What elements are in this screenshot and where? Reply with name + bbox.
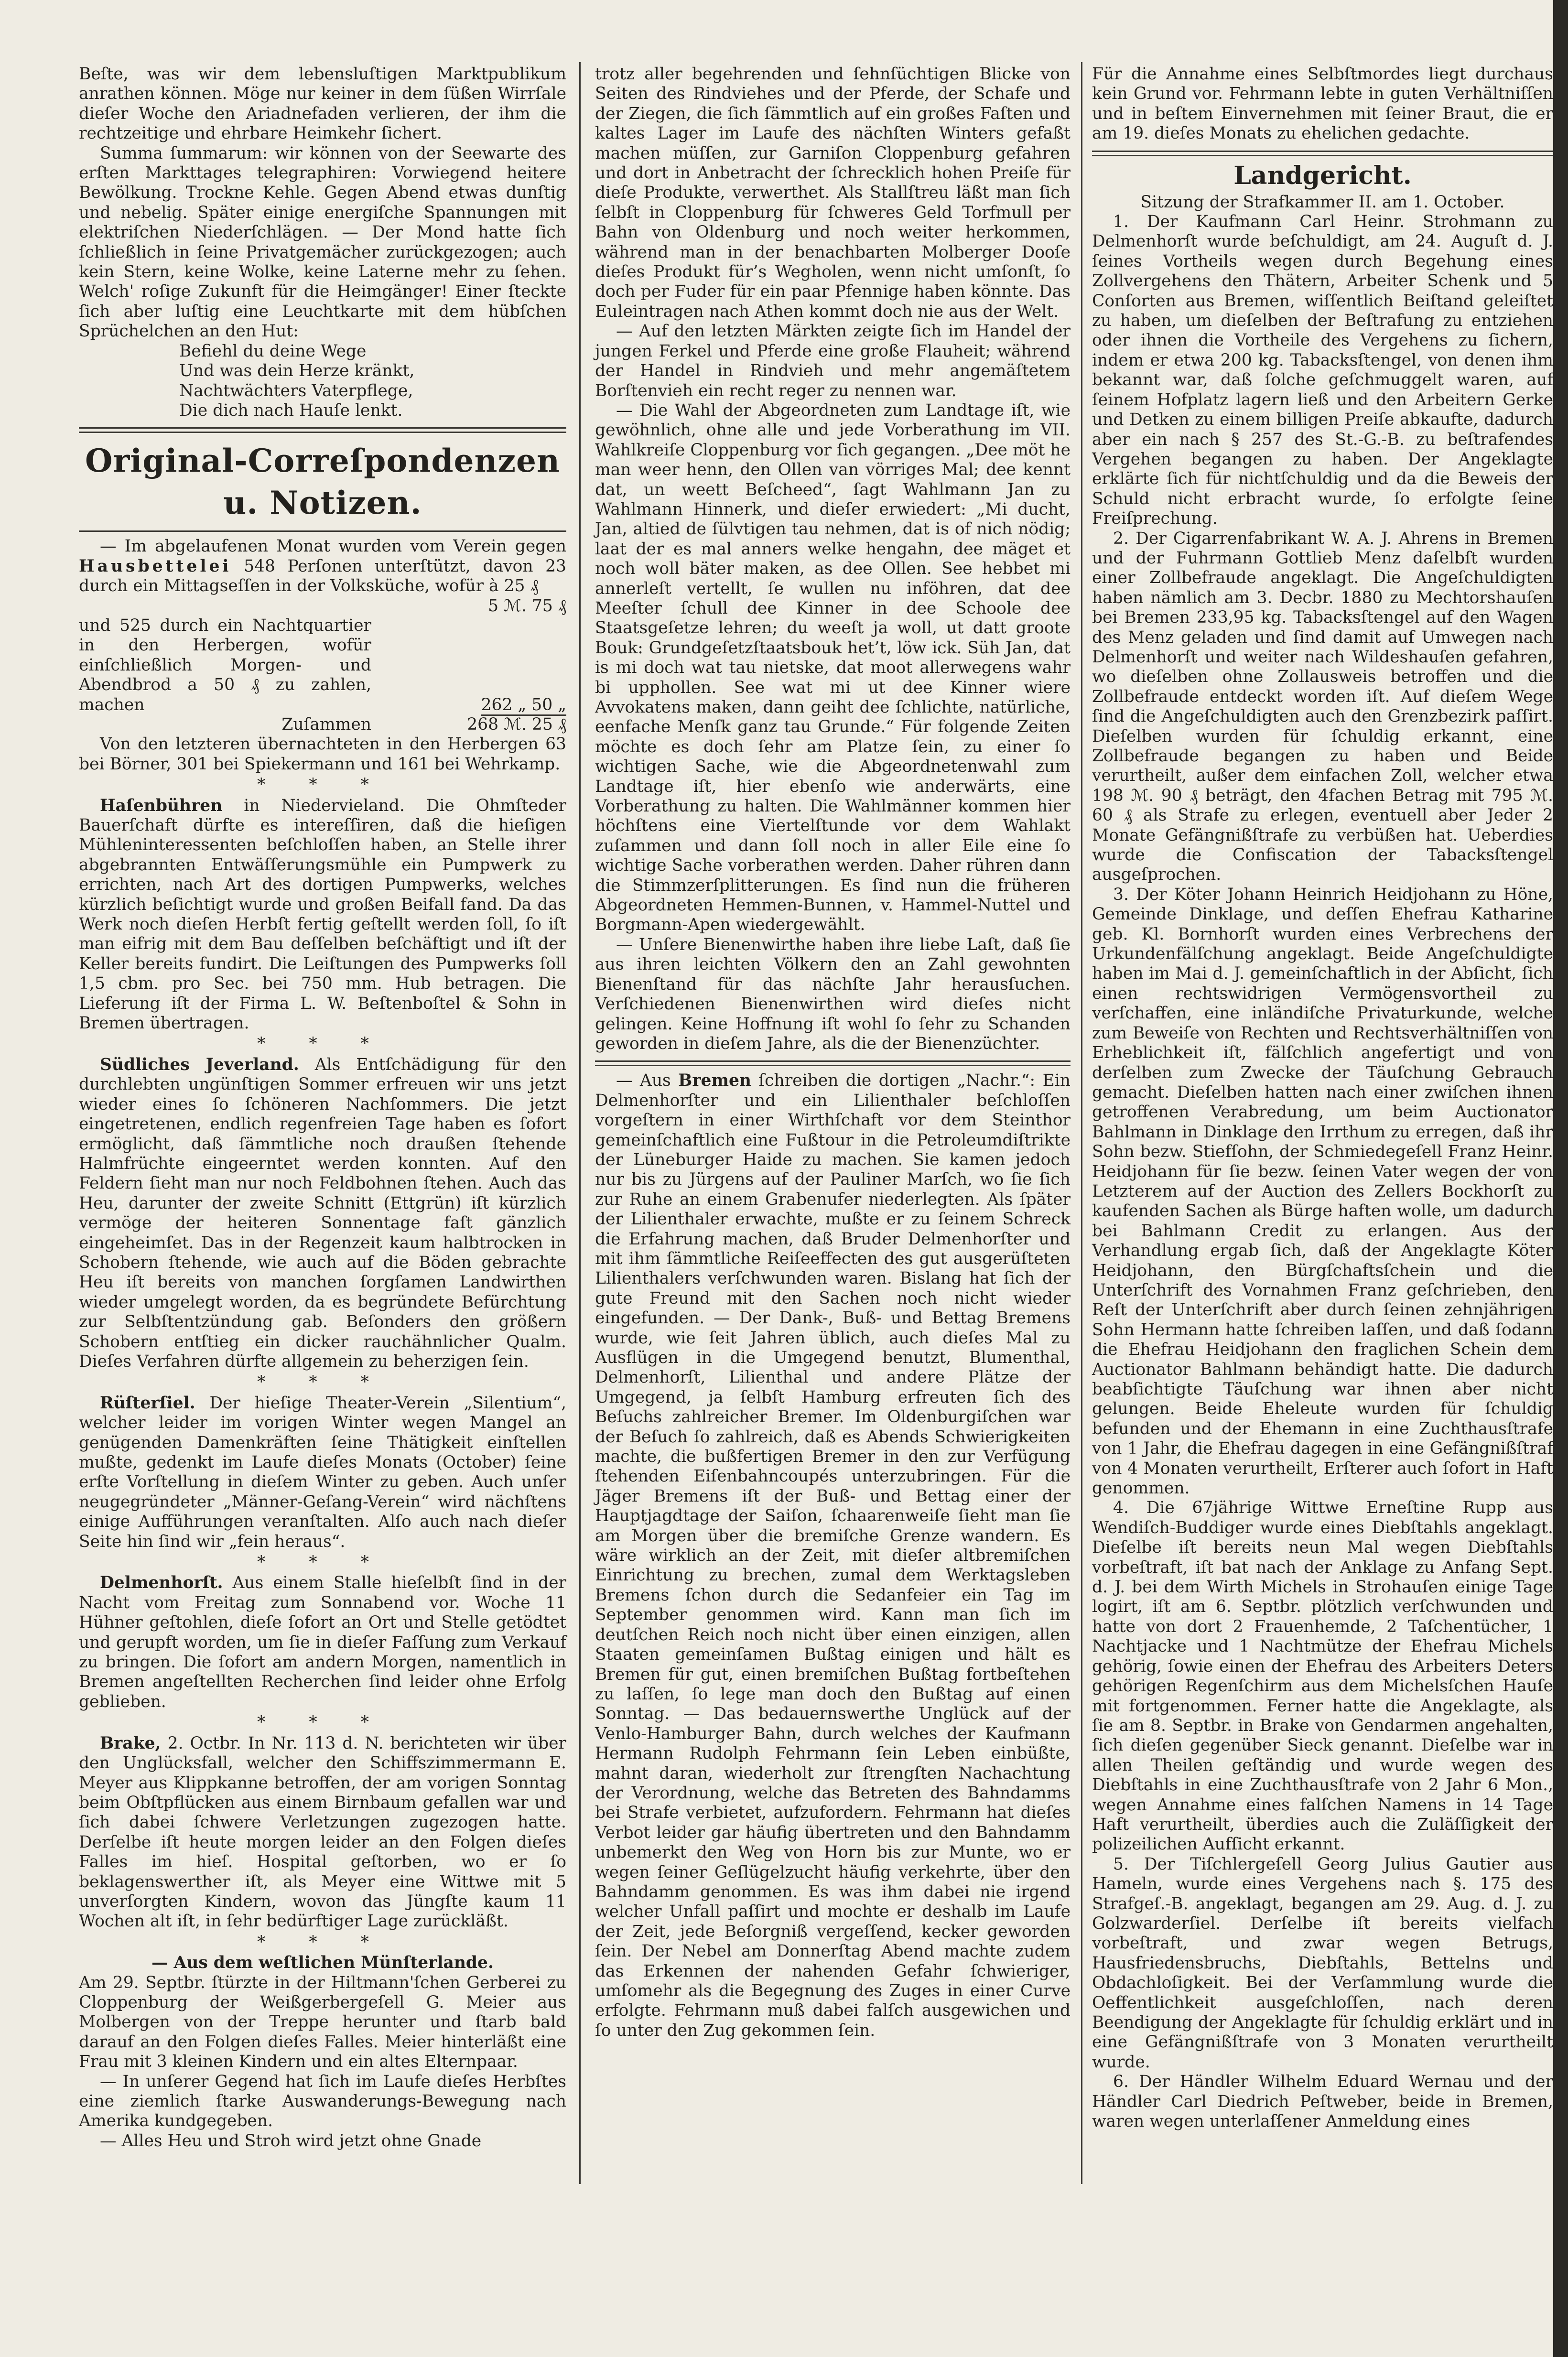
asterism: * * * <box>257 1932 388 1952</box>
article-heading: Haſenbühren <box>100 796 223 815</box>
asterism: * * * <box>257 1034 388 1054</box>
total-amount: 268 ℳ. 25 ₰ <box>467 714 566 734</box>
amount: 262 „ 50 „ <box>371 616 566 715</box>
case-paragraph: 5. Der Tiſchlergeſell Georg Julius Gautier aus Hameln, wurde eines Vergehens nach §. 175 des Strafgeſ.-B. angeklagt, begangen am 29. Aug. d. J. zu Golzwarderſiel. Derſelbe iſt bereits vielfach vorbeſtraft, und zwar wegen Betrugs, Hausfriedensbruchs, Diebſtahls, Bettelns und Obdachloſigkeit. Bei der Verſammlung wurde die Oeffentlichkeit ausgeſchloſſen, nach deren Beendigung der Angeklagte für ſchuldig erklärt und in eine Gefängnißſtrafe von 3 Monaten verurtheilt wurde. <box>1092 1854 1553 2072</box>
poem-line: Befiehl du deine Wege <box>179 341 367 361</box>
total-label: Zuſammen <box>281 714 371 734</box>
paragraph: Von den letzteren übernachteten in den Herbergen 63 bei Börner, 301 bei Spiekermann und 161 bei Wehrkamp. <box>79 735 566 774</box>
article-text: in Niedervieland. Die Ohmſteder Bauerſchaft dürfte es intereſſiren, daß die hieſigen Mühleninteressenten beſchloſſen haben, an Stelle ihrer abgebrannten Entwäſſerungsmühle ein Pumpwerk zu errichten, nach Art des dortigen Pumpwerks, welches kürzlich beſichtigt wurde und großen Beifall fand. Da das Werk noch dieſen Herbſt fertig geſtellt werden ſoll, ſo iſt man eifrig mit dem Bau deſſelben beſchäftigt und iſt der Keller bereits fundirt. Die Leiſtungen des Pumpwerks ſoll 1,5 cbm. pro Sec. bei 750 mm. Hub betragen. Die Lieferung iſt der Firma L. W. Beſtenboſtel & Sohn in Bremen übertragen. <box>79 796 566 1033</box>
paragraph: Beſte, was wir dem lebensluſtigen Marktpublikum anrathen können. Möge nur keiner in dem ſüßen Wirrſale dieſer Woche den Ariadnefaden verlieren, der ihm die rechtzeitige und ehrbare Heimkehr ſichert. <box>79 65 566 143</box>
article-text: 2. Octbr. In Nr. 113 d. N. berichteten wir über den Unglücksfall, welcher den Schiffszimmermann E. Meyer aus Klippkanne betroffen, der am vorigen Sonntag beim Obſtpflücken aus einem Birnbaum gefallen war und ſich dabei ſchwere Verletzungen zugezogen hatte. Derſelbe iſt heute morgen leider an den Folgen dieſes Falles im hieſ. Hospital geſtorben, wo er ſo beklagenswerther iſt, als Meyer eine Wittwe mit 5 unverſorgten Kindern, wovon das Jüngſte kaum 11 Wochen alt iſt, in ſehr bedürftiger Lage zurückläßt. <box>79 1733 566 1931</box>
paragraph <box>79 537 566 596</box>
asterism: * * * <box>257 775 388 795</box>
poem-line: Nachtwächters Vaterpflege, <box>179 381 413 400</box>
paragraph: Für die Annahme eines Selbſtmordes liegt durchaus kein Grund vor. Fehrmann lebte in guten Verhältniſſen und in beſtem Einvernehmen mit ſeiner Braut, die er am 19. dieſes Monats zu ehelichen gedachte. <box>1092 65 1553 143</box>
article-text: Aus einem Stalle hieſelbſt ſind in der Nacht vom Freitag zum Sonnabend vor. Woche 11 Hühner geſtohlen, dieſe ſofort an Ort und Stelle getödtet und gerupft worden, um ſie in dieſer Faſſung zum Verkauf zu bringen. Die ſofort am andern Morgen, namentlich in Bremen angeſtellten Recherchen ſind leider ohne Erfolg geblieben. <box>79 1573 566 1711</box>
column-1 <box>79 65 566 2151</box>
column-rule <box>579 62 581 2184</box>
asterism: * * * <box>257 1713 388 1732</box>
sum-table <box>79 596 566 735</box>
section-divider <box>1092 151 1553 156</box>
text: 548 Perſonen unterſtützt, davon 23 durch ein Mittagseſſen in der Volksküche, wofür à 25 ₰ <box>79 556 567 596</box>
article-heading: Südliches Jeverland. <box>100 1055 299 1074</box>
article-heading: Brake, <box>100 1733 161 1753</box>
paragraph: — In unſerer Gegend hat ſich im Laufe dieſes Herbſtes eine ziemlich ſtarke Auswanderungs-Bewegung nach Amerika kundgegeben. <box>79 2072 566 2131</box>
asterism: * * * <box>257 1553 388 1572</box>
case-paragraph: 4. Die 67jährige Wittwe Erneſtine Rupp aus Wendiſch-Buddiger wurde eines Diebſtahls angeklagt. Dieſelbe iſt bereits neun Mal wegen Diebſtahls vorbeſtraft, iſt bat nach der Anklage zu Anfang Sept. d. J. bei dem Wirth Michels in Strohauſen einige Tage logirt, iſt am 6. Septbr. plötzlich verſchwunden und hatte von dort 2 Frauenhemde, 2 Taſchentücher, 1 Nachtjacke und 1 Nachtmütze der Ehefrau Michels gehörig, ſowie einen der Ehefrau des Arbeiters Deters gehörigen Regenſchirm aus dem Michelsſchen Hauſe mit fortgenommen. Ferner hatte die Angeklagte, als ſie am 8. Septbr. in Brake von Gendarmen angehalten, ſich dieſen gegenüber Sieck genannt. Dieſelbe war in allen Theilen geſtändig und wurde wegen des Diebſtahls in eine Zuchthausſtrafe von 2 Jahr 6 Mon., wegen Annahme eines falſchen Namens in 14 Tage Haft verurtheilt, überdies auch die Zuläſſigkeit der polizeilichen Aufſicht erkannt. <box>1092 1498 1553 1854</box>
paragraph: Summa ſummarum: wir können von der Seewarte des erſten Markttages telegraphiren: Vorwiegend heitere Bewölkung. Trockne Kehle. Gegen Abend etwas dunſtig und nebelig. Später einige energiſche Spannungen mit elektriſchen Niederſchlägen. — Der Mond hatte ſich ſchließlich in ſeine Privatgemächer zurückgezogen; auch kein Stern, keine Wolke, keine Laterne mehr zu ſehen. Welch' roſige Zukunft für die Heimgänger! Einer ſteckte ſich aber luſtig eine Leuchtkarte mit dem hübſchen Sprüchelchen an den Hut: <box>79 143 566 341</box>
paragraph: — Unſere Bienenwirthe haben ihre liebe Laſt, daß ſie aus ihren leichten Völkern den an Zahl gewohnten Bienenſtand für das nächſte Jahr herausſuchen. Verſchiedenen Bienenwirthen wird dieſes nicht gelingen. Keine Hoffnung iſt wohl ſo ſehr zu Schanden geworden in dieſem Jahre, als die der Bienenzüchter. <box>595 935 1071 1053</box>
article-text: ſchreiben die dortigen „Nachr.“: Ein Delmenhorſter und ein Lilienthaler beſchloſſen vorgeſtern in einer Wirthſchaft vor dem Steinthor gemeinſchaftlich eine Fußtour in die Petroleumdiſtrikte der Lüneburger Haide zu machen. Sie kamen jedoch nur bis zu Jürgens auf der Pauliner Marſch, wo ſie ſich zur Ruhe an einem Grabenufer niederlegten. Als ſpäter der Lilienthaler erwachte, mußte er zu ſeinem Schreck die Erfahrung machen, daß Bruder Delmenhorſter und mit ihm ſämmtliche Reiſeeffecten des gut ausgerüſteten Lilienthalers verſchwunden waren. Bislang hat ſich der gute Freund mit den Sachen noch nicht wieder eingefunden. — Der Dank-, Buß- und Bettag Bremens wurde, wie ſeit Jahren üblich, auch dieſes Mal zu Ausflügen in die Umgegend benutzt, Blumenthal, Delmenhorſt, Lilienthal und andere Plätze der Umgegend, ja ſelbſt Hamburg erfreuten ſich des Beſuchs zahlreicher Bremer. Im Oldenburgiſchen war der Beſuch ſo zahlreich, daß es Abends Schwierigkeiten machte, die bußfertigen Bremer in den zur Verfügung ſtehenden Eiſenbahncoupés unterzubringen. Für die Jäger Bremens iſt der Buß- und Bettag einer der Hauptjagdtage der Saiſon, ſchaarenweiſe ſieht man ſie am Morgen über die bremiſche Grenze wandern. Es wäre wirklich an der Zeit, mit dieſer altbremiſchen Einrichtung zu brechen, zumal dem Werktagsleben Bremens ſchon durch die Sedanfeier ein Tag im September genommen wird. Kann man ſich im deutſchen Reich noch nicht über einen einzigen, allen Staaten gemeinſamen Bußtag einigen und hält es Bremen für gut, einen bremiſchen Bußtag fortbeſtehen zu laſſen, ſo lege man doch den Bußtag auf einen Sonntag. — Das bedauernswerthe Unglück auf der Venlo-Hamburger Bahn, durch welches der Kaufmann Hermann Rudolph Fehrmann ſein Leben einbüßte, mahnt daran, wiederholt zur ſtrengſten Nachachtung der Verordnung, welche das Betreten des Bahndamms bei Strafe verbietet, aufzufordern. Fehrmann hat dieſes Verbot leider gar häufig übertreten und den Bahndamm unbemerkt den Weg von Horn bis zur Munte, wo er wegen ſeiner Geſlügelzucht häufig verkehrte, über den Bahndamm genommen. Es was ihm dabei nie irgend welcher Unfall paſſirt und mochte er deshalb im Laufe der Zeit, jede Beſorgniß vergeſſend, kecker geworden ſein. Der Nebel am Donnerſtag Abend machte zudem das Erkennen der nahenden Gefahr ſchwieriger, umſomehr als die Begegnung des Zuges in einer Curve erfolgte. Fehrmann muß dabei falſch ausgewichen und ſo unter den Zug gekommen ſein. <box>595 1071 1071 2040</box>
paragraph: Am 29. Septbr. ſtürzte in der Hiltmann'ſchen Gerberei zu Cloppenburg der Weißgerbergeſell G. Meier aus Molbergen von der Treppe herunter und ſtarb bald darauf an den Folgen dieſes Falles. Meier hinterläßt eine Frau mit 3 kleinen Kindern und ein altes Elternpaar. <box>79 1973 566 2072</box>
poem-line: Und was dein Herze kränkt, <box>179 361 415 381</box>
article-heading: Bremen <box>678 1071 751 1091</box>
case-paragraph: 3. Der Köter Johann Heinrich Heidjohann zu Höne, Gemeinde Dinklage, und deſſen Ehefrau Katharine geb. Kl. Bornhorſt wurden eines Verbrechens der Urkundenfälſchung angeklagt. Beide Angeſchuldigte haben im Mai d. J. gemeinſchaftlich in der Abſicht, ſich einen rechtswidrigen Vermögensvortheil zu verſchaffen, eine inländiſche Privaturkunde, welche zum Beweiſe von Rechten und Rechtsverhältniſſen von Erheblichkeit iſt, fälſchlich angefertigt und von derſelben zum Zwecke der Täuſchung Gebrauch gemacht. Dieſelben hatten nach einer zwiſchen ihnen getroffenen Verabredung, um beim Auctionator Bahlmann in Dinklage den Irrthum zu erregen, daß ihr Sohn bezw. Stiefſohn, der Schmiedegeſell Franz Heinr. Heidjohann für ſie bezw. ſeinen Vater wegen der von Letzterem auf der Auction des Zellers Bockhorſt zu kaufenden Sachen als Bürge haften wolle, um dadurch bei Bahlmann Credit zu erlangen. Aus der Verhandlung ergab ſich, daß der Angeklagte Köter Heidjohann, den Bürgſchaftsſchein und die Unterſchrift des Vornahmen Franz geſchrieben, den Reſt der Unterſchrift aber durch ſeinen zehnjährigen Sohn Hermann hatte ſchreiben laſſen, und daß ſodann die Ehefrau Heidjohann den fraglichen Schein dem Auctionator Bahlmann behändigt hatte. Die dadurch beabſichtigte Täuſchung war ihnen aber nicht gelungen. Beide Eheleute wurden für ſchuldig befunden und der Ehemann in eine Zuchthausſtrafe von 1 Jahr, die Ehefrau dagegen in eine Gefängnißſtraf von 4 Monaten verurtheilt, Erſterer auch ſofort in Haft genommen. <box>1092 885 1553 1498</box>
paragraph: — Auf den letzten Märkten zeigte ſich im Handel der jungen Ferkel und Pferde eine große Flauheit; während der Handel in Rindvieh und mehr angemäſtetem Borſtenvieh ein recht reger zu nennen war. <box>595 322 1071 400</box>
article <box>79 1394 566 1552</box>
article-text: Der hieſige Theater-Verein „Silentium“, welcher leider im vorigen Winter wegen Mangel an genügenden Damenkräften ſeine Thätigkeit einſtellen mußte, gedenkt im Laufe dieſes Monats (October) ſeine erſte Vorſtellung in dieſem Winter zu geben. Auch unſer neugegründeter „Männer-Geſang-Verein“ wird nächſtens einige Aufführungen veranſtalten. Alſo auch nach dieſer Seite hin ſind wir „fein heraus“. <box>79 1393 567 1551</box>
article-heading: Hausbettelei <box>79 556 232 576</box>
article-text: Als Entſchädigung für den durchlebten ungünſtigen Sommer erfreuen wir uns jetzt wieder eines ſo ſchöneren Nachſommers. Die jetzt eingetretenen, endlich regenfreien Tage haben es ſofort ermöglicht, daß ſämmtliche noch draußen ſtehende Halmfrüchte eingeerntet werden konnten. Auf den Feldern ſieht man nur noch Feldbohnen ſtehen. Auch das Heu, darunter der zweite Schnitt (Ettgrün) iſt kürzlich vermöge der heiteren Sonnentage faſt gänzlich eingeheimſet. Das in der Regenzeit kaum halbtrocken in Schobern ſtehende, wie auch auf die Böden gebrachte Heu iſt bereits von manchen ſorgſamen Landwirthen wieder umgelegt worden, da es begründete Befürchtung zur Selbſtentzündung gab. Beſonders den größern Schobern entſtieg ein dicker rauchähnlicher Qualm. Dieſes Verfahren dürfte allgemein zu beherzigen ſein. <box>79 1055 566 1371</box>
paragraph: — Alles Heu und Stroh wird jetzt ohne Gnade <box>100 2131 482 2151</box>
article-heading: Delmenhorſt. <box>100 1573 223 1593</box>
asterism: * * * <box>257 1373 388 1392</box>
column-rule <box>1081 62 1082 2184</box>
amount: 5 ℳ. 75 ₰ <box>488 596 566 616</box>
case-paragraph: 2. Der Cigarrenfabrikant W. A. J. Ahrens in Bremen und der Fuhrmann Gottlieb Menz daſelbſt wurden einer Zollbefraude angeklagt. Die Angeſchuldigten haben nämlich am 3. Decbr. 1880 zu Mechtorshauſen bei Bremen 233,95 kg. Tabacksſtengel auf den Wagen des Menz geladen und ſind damit auf Umwegen nach Delmenhorſt und weiter nach Wildeshauſen gefahren, wo dieſelben ohne Zollausweis betroffen und die Zollbefraude entdeckt worden iſt. Auf dieſem Wege ſind die Angeſchuldigten auch den Grenzbezirk paſſirt. Dieſelben wurden für ſchuldig erkannt, eine Zollbefraude begangen zu haben und Beide verurtheilt, außer dem einfachen Zoll, welcher etwa 198 ℳ. 90 ₰ beträgt, den 4fachen Betrag mit 795 ℳ. 60 ₰ als Strafe zu erlegen, eventuell aber Jeder 2 Monate Gefängnißſtrafe zu verbüßen hat. Ueberdies wurde die Confiscation der Tabacksſtengel ausgeſprochen. <box>1092 529 1553 885</box>
divider <box>79 530 566 532</box>
case-paragraph: 1. Der Kaufmann Carl Heinr. Strohmann zu Delmenhorſt wurde beſchuldigt, am 24. Auguſt d. J. ſeines Vortheils wegen durch Begehung eines Zollvergehens den Thätern, Arbeiter Schenk und 5 Conſorten aus Bremen, wiſſentlich Beiſtand geleiſtet zu haben, um dieſelben der Beſtrafung zu entziehen oder ihnen die Vortheile des Vergehens zu ſichern, indem er etwa 200 kg. Tabacksſtengel, von denen ihm bekannt war, daß ſolche geſchmuggelt waren, auf ſeinem Hofplatz lagern ließ und den Arbeitern Gerke und Detken zu einem billigen Preiſe abkaufte, dadurch aber ein nach § 257 des St.-G.-B. zu beſtrafendes Vergehen begangen zu haben. Der Angeklagte erklärte ſich für nichtſchuldig und da die Beweis der Schuld nicht erbracht wurde, ſo erfolgte ſeine Freiſprechung. <box>1092 212 1553 529</box>
article-heading: Rüſterſiel. <box>100 1393 195 1413</box>
poem <box>79 342 566 421</box>
paragraph: — Die Wahl der Abgeordneten zum Landtage iſt, wie gewöhnlich, ohne alle und jede Vorberathung im VII. Wahlkreiſe Cloppenburg vor ſich gegangen. „Dee möt he man weer henn, den Ollen van vörriges Mal; dee kennt dat, un weett Beſcheed“, ſagt Wahlmann Jan zu Wahlmann Hinnerk, und dieſer erwiedert: „Mi ducht, Jan, altied de ſülvtigen tau nehmen, dat is of nich nödig; laat der es mal anners welke hengahn, dee mäget et noch woll bäter maken, as dee Ollen. See hebbet mi annerleſt vertellt, ſe wullen nu inföhren, dat dee Meeſter ſchull dee Kinner in dee Schoole dee Staatsgeſetze lehren; du weeſt ja woll, ut datt groote Bouk: Grundgeſetzſtaatsbouk het’t, löw ick. Süh Jan, dat is mi doch wat tau nietske, dat moot allerwegens wahr bi upphollen. See wat mi ut dee Kinner wiere Avvokatens maken, dann geiht dee ſchlichte, natürliche, eenfache Menſk ganz tau Grunde.“ Für folgende Zeiten möchte es doch ſehr am Platze ſein, zu einer ſo wichtigen Sache, wie die Abgeordnetenwahl zum Landtage iſt, hier ebenſo wie anderwärts, eine Vorberathung zu halten. Die Wahlmänner kommen hier höchſtens eine Viertelſtunde vor dem Wahlakt zuſammen und dann ſoll noch in aller Eile eine ſo wichtige Sache vorberathen werden. Daher rühren dann die Stimmzerſplitterungen. Es ſind nun die früheren Abgeordneten Hemmen-Bunnen, v. Hammel-Nuttel und Borgmann-Apen wiedergewählt. <box>595 400 1071 935</box>
article <box>79 796 566 1034</box>
article <box>595 1071 1071 2041</box>
article <box>79 1734 566 1932</box>
article <box>79 1573 566 1712</box>
page-edge <box>1553 0 1568 2357</box>
poem-line: Die dich nach Hauſe lenkt. <box>179 400 403 420</box>
case-paragraph: 6. Der Händler Wilhelm Eduard Wernau und der Händler Carl Diedrich Peſtweber, beide in Bremen, waren wegen unterlaſſener Anmeldung eines <box>1092 2072 1553 2131</box>
section-title: Original-Correſpondenzen u. Notizen. <box>85 442 560 522</box>
text: — Im abgelaufenen Monat wurden vom Verein gegen <box>100 537 566 556</box>
section-divider <box>79 427 566 433</box>
section-subtitle: Sitzung der Strafkammer II. am 1. October. <box>1140 192 1505 212</box>
section-title: Landgericht. <box>1233 161 1412 190</box>
text: — Aus <box>616 1071 671 1091</box>
text: und 525 durch ein Nachtquartier in den Herbergen, wofür einſchließlich Morgen- und Abendbrod a 50 ₰ zu zahlen, machen <box>79 616 371 714</box>
column-2 <box>595 65 1071 2041</box>
paragraph: trotz aller begehrenden und ſehnſüchtigen Blicke von Seiten des Rindviehes und der Pferde, der Schafe und der Ziegen, die ſich ſämmtlich auf ein großes Faſten und kaltes Lager im Laufe des nächſten Winters gefaßt machen müſſen, zur Garniſon Cloppenburg gefahren und dort in Anbetracht der ſchrecklich hohen Preiſe für dieſe Produkte, verwerthet. Als Stallſtreu läßt man ſich ſelbſt in Cloppenburg für ſchweres Geld Torfmull per Bahn von Oldenburg und noch weiter herkommen, während man in der benachbarten Molberger Dooſe dieſes Produkt für’s Wegholen, wenn nicht umſonſt, ſo doch per Fuder für ein paar Pfennige haben könnte. Das Euleintragen nach Athen kommt doch nie aus der Welt. <box>595 65 1071 321</box>
article <box>79 1055 566 1372</box>
column-3 <box>1092 65 1553 2131</box>
article-heading: — Aus dem weſtlichen Münſterlande. <box>151 1953 494 1973</box>
section-divider <box>595 1060 1071 1066</box>
